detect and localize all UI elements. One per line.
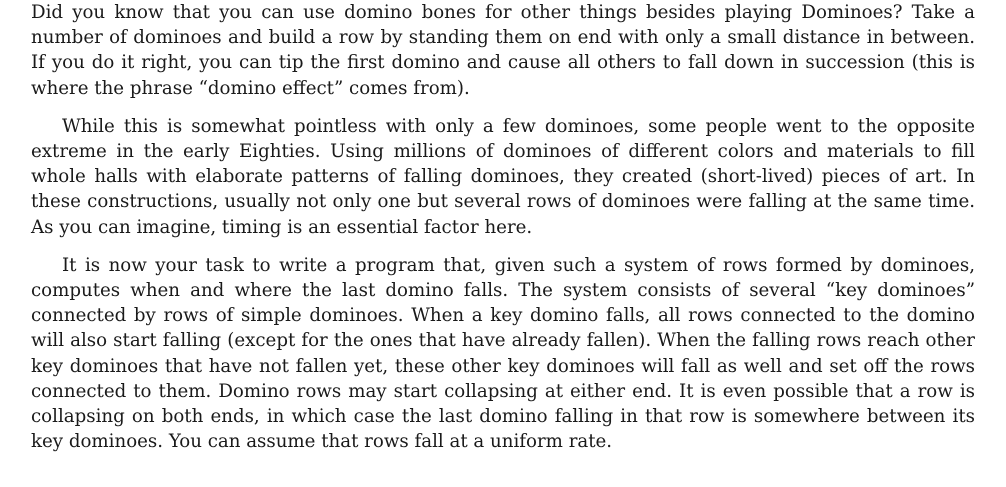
paragraph-intro: Did you know that you can use domino bones for other things besides playing Dominoes? Take a number of dominoes and build a row by standing them on end with only a small distance in between. If you do it right, you can tip the first domino and cause all others to fall down in succession (this is where the phrase “domino effect” comes from). xyxy=(31,2,975,99)
paragraph-history: While this is somewhat pointless with only a few dominoes, some people went to the opposite extreme in the early Eighties. Using millions of dominoes of different colors and materials to fill whole halls with elaborate patterns of falling dominoes, they created (short-lived) pieces of art. In these constructions, usually not only one but several rows of dominoes were falling at the same time. As you can imagine, timing is an essential factor here. xyxy=(31,115,975,238)
paragraph-task: It is now your task to write a program that, given such a system of rows formed by dominoes, computes when and where the last domino falls. The system consists of several “key dominoes” connected by rows of simple dominoes. When a key domino falls, all rows connected to the domino will also start falling (except for the ones that have already fallen). When the falling rows reach other key dominoes that have not fallen yet, these other key dominoes will fall as well and set off the rows connected to them. Domino rows may start collapsing at either end. It is even possible that a row is collapsing on both ends, in which case the last domino falling in that row is somewhere between its key dominoes. You can assume that rows fall at a uniform rate. xyxy=(31,254,975,453)
document-body xyxy=(31,0,975,454)
